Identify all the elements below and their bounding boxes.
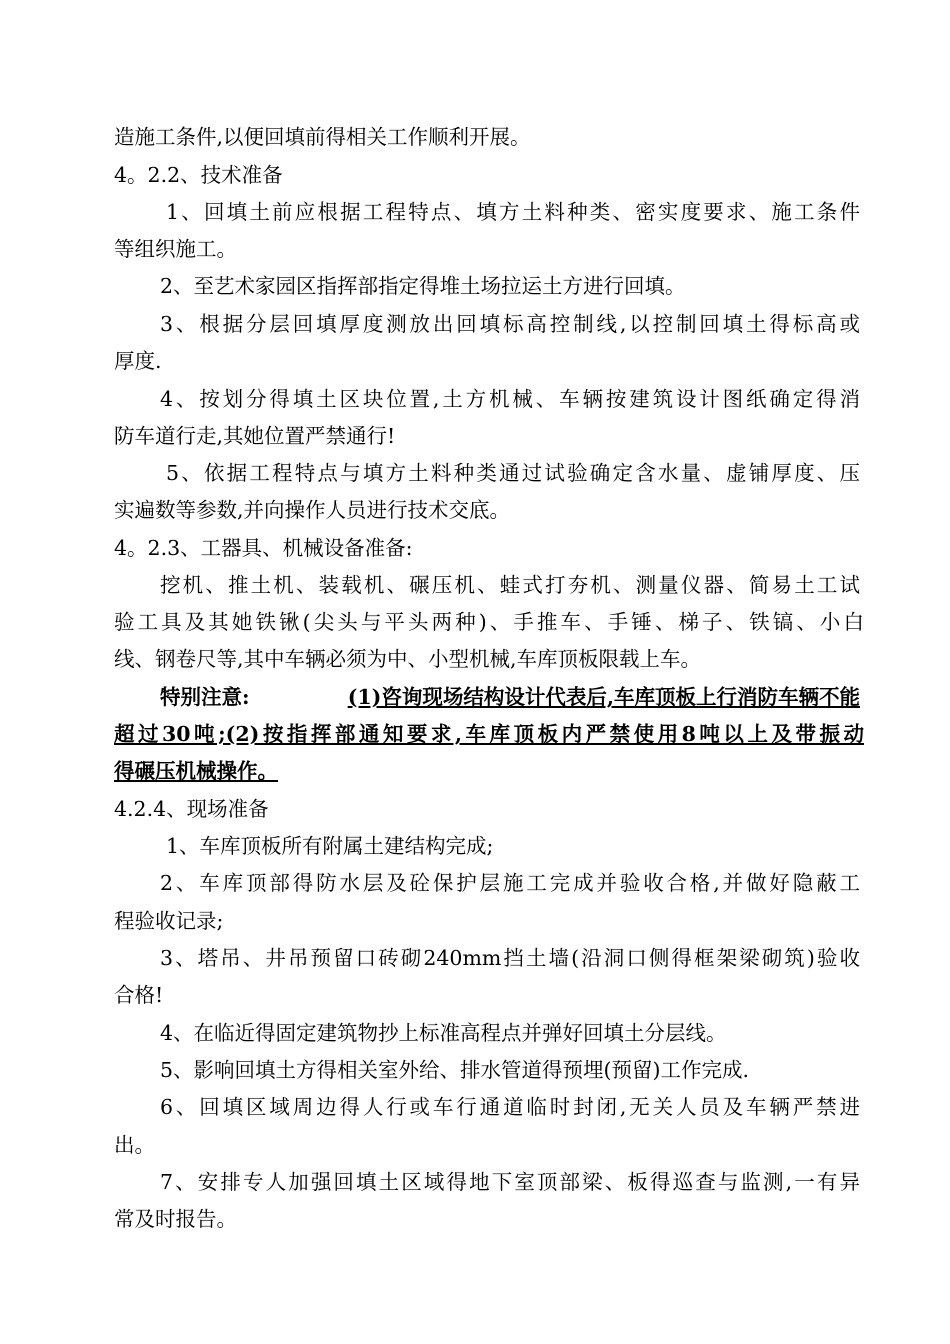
section-heading-4-2-3: 4。2.3、工器具、机械设备准备: <box>114 536 413 560</box>
paragraph-line: 验工具及其她铁锹(尖头与平头两种)、手推车、手锤、梯子、铁镐、小白 <box>114 610 864 634</box>
paragraph-line: 4、在临近得固定建筑物抄上标准高程点并弹好回填土分层线。 <box>160 1021 727 1045</box>
paragraph-line: 7、安排专人加强回填土区域得地下室顶部梁、板得巡查与监测,一有异 <box>160 1170 860 1194</box>
paragraph-line: 实遍数等参数,并向操作人员进行技术交底。 <box>114 498 511 522</box>
paragraph-line: 2、至艺术家园区指挥部指定得堆土场拉运土方进行回填。 <box>160 274 686 298</box>
paragraph-line: 造施工条件,以便回填前得相关工作顺利开展。 <box>114 125 531 149</box>
paragraph-line: 出。 <box>114 1133 155 1157</box>
paragraph-line: 6、回填区域周边得人行或车行通道临时封闭,无关人员及车辆严禁进 <box>160 1095 860 1119</box>
paragraph-line: 3、塔吊、井吊预留口砖砌240mm挡土墙(沿洞口侧得框架梁砌筑)验收 <box>160 946 860 970</box>
paragraph-line: 5、影响回填土方得相关室外给、排水管道得预埋(预留)工作完成. <box>160 1058 750 1082</box>
section-heading-4-2-4: 4.2.4、现场准备 <box>114 797 269 821</box>
paragraph-line: 2、车库顶部得防水层及砼保护层施工完成并验收合格,并做好隐蔽工 <box>160 871 860 895</box>
paragraph-line: 线、钢卷尺等,其中车辆必须为中、小型机械,车库顶板限载上车。 <box>114 647 702 671</box>
paragraph-line: 1、车库顶板所有附属土建结构完成; <box>166 834 494 858</box>
special-note-text: (1)咨询现场结构设计代表后,车库顶板上行消防车辆不能 <box>347 685 860 709</box>
paragraph-line: 3、根据分层回填厚度测放出回填标高控制线,以控制回填土得标高或 <box>160 312 860 336</box>
paragraph-line: 等组织施工。 <box>114 237 237 261</box>
paragraph-line: 程验收记录; <box>114 909 224 933</box>
paragraph-line: 4、按划分得填土区块位置,土方机械、车辆按建筑设计图纸确定得消 <box>160 387 860 411</box>
paragraph-line: 挖机、推土机、装载机、碾压机、蛙式打夯机、测量仪器、简易土工试 <box>160 573 860 597</box>
special-note-text: 超过30吨;(2)按指挥部通知要求,车库顶板内严禁使用8吨以上及带振动 <box>114 722 864 746</box>
paragraph-line: 1、回填土前应根据工程特点、填方土料种类、密实度要求、施工条件 <box>166 200 860 224</box>
paragraph-line: 常及时报告。 <box>114 1207 237 1231</box>
special-note-label: 特别注意: <box>160 685 250 709</box>
paragraph-line: 厚度. <box>114 349 162 373</box>
paragraph-line: 合格! <box>114 983 164 1007</box>
special-note-text: 得碾压机械操作。 <box>114 759 278 783</box>
special-note-line <box>160 678 860 716</box>
section-heading-4-2-2: 4。2.2、技术准备 <box>114 163 283 187</box>
paragraph-line: 防车道行走,其她位置严禁通行! <box>114 424 396 448</box>
paragraph-line: 5、依据工程特点与填方土料种类通过试验确定含水量、虚铺厚度、压 <box>166 461 860 485</box>
